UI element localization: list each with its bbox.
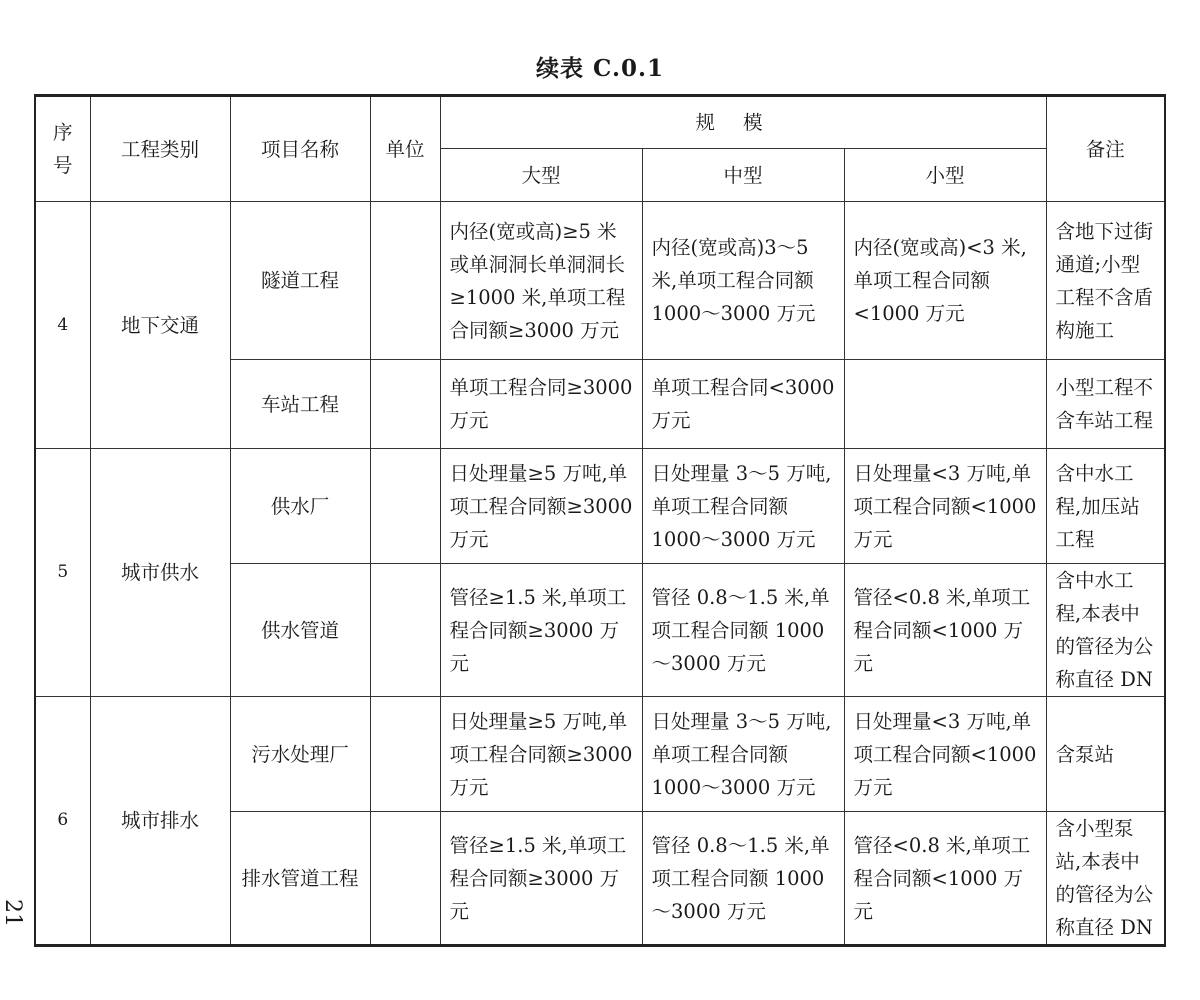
header-medium: 中型 <box>642 149 844 202</box>
page-number: 21 <box>0 899 25 927</box>
row-unit <box>370 449 440 564</box>
row-project: 排水管道工程 <box>230 812 370 946</box>
header-remark: 备注 <box>1046 96 1165 202</box>
row-category: 地下交通 <box>90 202 230 449</box>
row-medium: 内径(宽或高)3～5 米,单项工程合同额 1000～3000 万元 <box>642 202 844 360</box>
table-row <box>35 202 1165 360</box>
project-scale-table <box>34 94 1166 947</box>
row-small <box>844 360 1046 449</box>
row-small: 日处理量<3 万吨,单项工程合同额<1000 万元 <box>844 697 1046 812</box>
row-large: 单项工程合同≥3000 万元 <box>440 360 642 449</box>
table-header <box>35 96 1165 202</box>
row-medium: 日处理量 3～5 万吨,单项工程合同额 1000～3000 万元 <box>642 449 844 564</box>
table-caption: 续表 C.0.1 <box>536 55 664 82</box>
header-large: 大型 <box>440 149 642 202</box>
row-remark: 含泵站 <box>1046 697 1165 812</box>
row-index: 4 <box>35 202 90 449</box>
row-small: 内径(宽或高)<3 米,单项工程合同额<1000 万元 <box>844 202 1046 360</box>
row-large: 内径(宽或高)≥5 米或单洞洞长单洞洞长≥1000 米,单项工程合同额≥3000 万元 <box>440 202 642 360</box>
row-project: 隧道工程 <box>230 202 370 360</box>
row-unit <box>370 812 440 946</box>
table-row <box>35 449 1165 564</box>
row-large: 日处理量≥5 万吨,单项工程合同额≥3000 万元 <box>440 449 642 564</box>
row-small: 管径<0.8 米,单项工程合同额<1000 万元 <box>844 564 1046 697</box>
row-large: 管径≥1.5 米,单项工程合同额≥3000 万元 <box>440 812 642 946</box>
row-medium: 日处理量 3～5 万吨,单项工程合同额 1000～3000 万元 <box>642 697 844 812</box>
row-remark: 含中水工程,本表中的管径为公称直径 DN <box>1046 564 1165 697</box>
header-index: 序号 <box>35 96 90 202</box>
row-unit <box>370 360 440 449</box>
row-small: 日处理量<3 万吨,单项工程合同额<1000 万元 <box>844 449 1046 564</box>
row-medium: 管径 0.8～1.5 米,单项工程合同额 1000～3000 万元 <box>642 564 844 697</box>
row-large: 日处理量≥5 万吨,单项工程合同额≥3000 万元 <box>440 697 642 812</box>
header-project: 项目名称 <box>230 96 370 202</box>
row-unit <box>370 202 440 360</box>
row-remark: 含小型泵站,本表中的管径为公称直径 DN <box>1046 812 1165 946</box>
row-project: 供水管道 <box>230 564 370 697</box>
row-project: 车站工程 <box>230 360 370 449</box>
row-large: 管径≥1.5 米,单项工程合同额≥3000 万元 <box>440 564 642 697</box>
row-project: 污水处理厂 <box>230 697 370 812</box>
row-unit <box>370 564 440 697</box>
row-project: 供水厂 <box>230 449 370 564</box>
row-small: 管径<0.8 米,单项工程合同额<1000 万元 <box>844 812 1046 946</box>
row-remark: 含中水工程,加压站工程 <box>1046 449 1165 564</box>
row-medium: 单项工程合同<3000 万元 <box>642 360 844 449</box>
header-small: 小型 <box>844 149 1046 202</box>
row-category: 城市供水 <box>90 449 230 697</box>
row-remark: 含地下过街通道;小型工程不含盾构施工 <box>1046 202 1165 360</box>
table-row <box>35 697 1165 812</box>
row-index: 5 <box>35 449 90 697</box>
row-unit <box>370 697 440 812</box>
header-category: 工程类别 <box>90 96 230 202</box>
header-unit: 单位 <box>370 96 440 202</box>
row-category: 城市排水 <box>90 697 230 946</box>
header-scale: 规模 <box>440 96 1046 149</box>
row-remark: 小型工程不含车站工程 <box>1046 360 1165 449</box>
row-index: 6 <box>35 697 90 946</box>
row-medium: 管径 0.8～1.5 米,单项工程合同额 1000～3000 万元 <box>642 812 844 946</box>
